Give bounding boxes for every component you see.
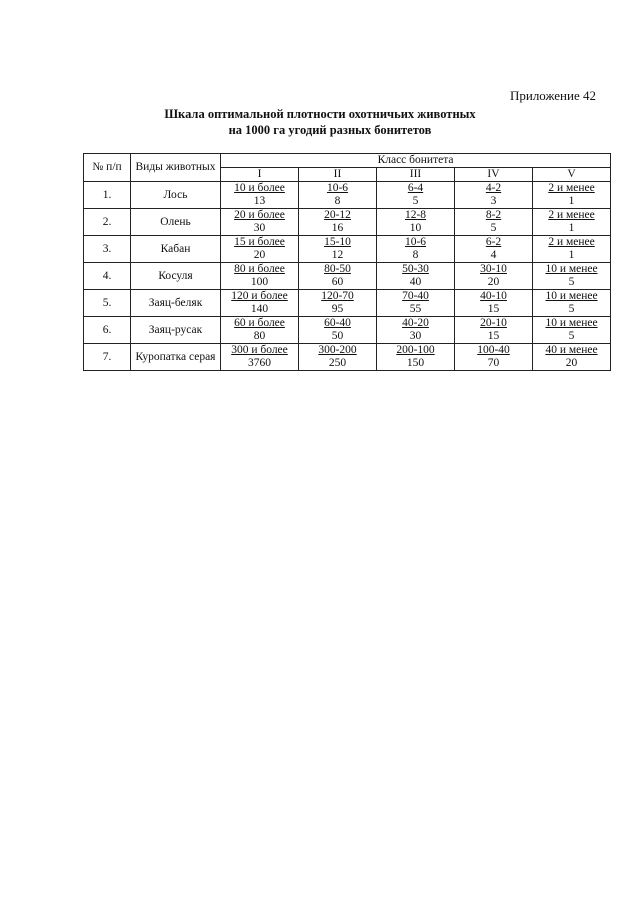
table-row xyxy=(84,317,611,344)
density-range: 15 и более xyxy=(234,236,285,248)
table-row xyxy=(84,290,611,317)
density-fraction xyxy=(327,182,348,208)
density-cell xyxy=(221,236,299,263)
table-row xyxy=(84,263,611,290)
class-header: III xyxy=(377,168,455,182)
density-fraction xyxy=(486,182,501,208)
density-value: 20 xyxy=(487,276,500,288)
density-cell xyxy=(533,344,611,371)
species-name: Кабан xyxy=(131,236,221,263)
density-fraction xyxy=(321,290,354,316)
species-name: Заяц-русак xyxy=(131,317,221,344)
density-value: 60 xyxy=(331,276,344,288)
species-name: Косуля xyxy=(131,263,221,290)
density-fraction xyxy=(486,209,501,235)
species-name: Заяц-беляк xyxy=(131,290,221,317)
density-fraction xyxy=(477,344,510,370)
density-cell xyxy=(533,236,611,263)
density-fraction xyxy=(324,236,351,262)
density-cell xyxy=(221,209,299,236)
density-scale-table xyxy=(83,153,611,371)
density-value: 3 xyxy=(490,195,497,207)
document-title xyxy=(0,106,640,138)
density-fraction xyxy=(324,209,351,235)
density-range: 4-2 xyxy=(485,182,502,194)
density-cell xyxy=(221,344,299,371)
density-value: 5 xyxy=(412,195,419,207)
density-range: 10 и менее xyxy=(545,290,598,302)
density-value: 13 xyxy=(253,195,266,207)
density-range: 50-30 xyxy=(402,263,429,275)
density-fraction xyxy=(402,317,429,343)
density-cell xyxy=(377,263,455,290)
density-cell xyxy=(533,317,611,344)
density-range: 20-10 xyxy=(480,317,507,329)
density-value: 5 xyxy=(568,276,575,288)
class-header: I xyxy=(221,168,299,182)
density-value: 20 xyxy=(565,357,578,369)
density-fraction xyxy=(545,290,597,316)
density-range: 80-50 xyxy=(324,263,351,275)
density-value: 1 xyxy=(568,249,575,261)
density-fraction xyxy=(234,182,285,208)
density-value: 8 xyxy=(412,249,419,261)
class-header: II xyxy=(299,168,377,182)
table-row xyxy=(84,182,611,209)
density-range: 60-40 xyxy=(324,317,351,329)
density-cell xyxy=(377,290,455,317)
class-header: V xyxy=(533,168,611,182)
density-range: 20-12 xyxy=(324,209,351,221)
density-cell xyxy=(377,344,455,371)
density-cell xyxy=(221,182,299,209)
density-value: 16 xyxy=(331,222,344,234)
density-cell xyxy=(299,182,377,209)
density-fraction xyxy=(318,344,356,370)
density-value: 150 xyxy=(406,357,425,369)
density-range: 60 и более xyxy=(234,317,285,329)
density-value: 40 xyxy=(409,276,422,288)
density-fraction xyxy=(545,263,597,289)
table-row xyxy=(84,236,611,263)
density-cell xyxy=(533,209,611,236)
species-name: Олень xyxy=(131,209,221,236)
header-row xyxy=(84,154,611,168)
density-cell xyxy=(221,263,299,290)
appendix-label: Приложение 42 xyxy=(509,88,596,103)
density-range: 8-2 xyxy=(485,209,502,221)
density-value: 3760 xyxy=(248,357,271,369)
density-range: 10 и более xyxy=(234,182,285,194)
density-cell xyxy=(299,263,377,290)
density-fraction xyxy=(234,209,285,235)
density-cell xyxy=(455,236,533,263)
density-fraction xyxy=(234,236,285,262)
density-cell xyxy=(377,182,455,209)
density-cell xyxy=(299,209,377,236)
row-number: 2. xyxy=(84,209,131,236)
density-fraction xyxy=(545,344,597,370)
density-fraction xyxy=(545,317,597,343)
row-number: 3. xyxy=(84,236,131,263)
density-range: 2 и менее xyxy=(548,209,595,221)
table-row xyxy=(84,209,611,236)
density-fraction xyxy=(396,344,434,370)
density-cell xyxy=(221,317,299,344)
density-range: 100-40 xyxy=(477,344,510,356)
row-number: 5. xyxy=(84,290,131,317)
density-cell xyxy=(455,317,533,344)
density-fraction xyxy=(480,263,507,289)
density-range: 10 и менее xyxy=(545,317,598,329)
density-cell xyxy=(377,209,455,236)
title-line-2: на 1000 га угодий разных бонитетов xyxy=(228,123,432,137)
row-number: 4. xyxy=(84,263,131,290)
density-fraction xyxy=(405,209,426,235)
density-fraction xyxy=(405,236,426,262)
density-fraction xyxy=(324,263,351,289)
density-range: 20 и более xyxy=(234,209,285,221)
density-cell xyxy=(533,290,611,317)
column-header-species: Виды животных xyxy=(131,154,221,182)
density-cell xyxy=(221,290,299,317)
density-value: 15 xyxy=(487,330,500,342)
density-range: 120-70 xyxy=(321,290,354,302)
density-range: 6-2 xyxy=(485,236,502,248)
title-line-1: Шкала оптимальной плотности охотничьих животных xyxy=(164,107,476,121)
density-range: 120 и более xyxy=(231,290,288,302)
class-header: IV xyxy=(455,168,533,182)
density-range: 12-8 xyxy=(404,209,427,221)
density-value: 10 xyxy=(409,222,422,234)
density-fraction xyxy=(480,290,507,316)
density-cell xyxy=(299,236,377,263)
density-value: 1 xyxy=(568,222,575,234)
density-value: 95 xyxy=(331,303,344,315)
row-number: 7. xyxy=(84,344,131,371)
density-cell xyxy=(533,263,611,290)
density-cell xyxy=(299,317,377,344)
density-value: 55 xyxy=(409,303,422,315)
density-cell xyxy=(377,317,455,344)
density-range: 15-10 xyxy=(324,236,351,248)
row-number: 6. xyxy=(84,317,131,344)
density-value: 20 xyxy=(253,249,266,261)
density-value: 5 xyxy=(568,303,575,315)
density-range: 10-6 xyxy=(326,182,349,194)
density-value: 1 xyxy=(568,195,575,207)
density-fraction xyxy=(402,263,429,289)
density-fraction xyxy=(234,263,285,289)
density-value: 8 xyxy=(334,195,341,207)
density-cell xyxy=(455,344,533,371)
density-value: 12 xyxy=(331,249,344,261)
density-range: 10-6 xyxy=(404,236,427,248)
density-cell xyxy=(455,209,533,236)
column-header-class: Класс бонитета xyxy=(221,154,611,168)
table-row xyxy=(84,344,611,371)
density-cell xyxy=(533,182,611,209)
density-cell xyxy=(299,344,377,371)
density-value: 5 xyxy=(490,222,497,234)
density-range: 2 и менее xyxy=(548,182,595,194)
column-header-number: № п/п xyxy=(84,154,131,182)
density-fraction xyxy=(548,182,594,208)
density-range: 40-10 xyxy=(480,290,507,302)
density-value: 5 xyxy=(568,330,575,342)
density-cell xyxy=(455,290,533,317)
species-name: Лось xyxy=(131,182,221,209)
density-range: 10 и менее xyxy=(545,263,598,275)
density-value: 4 xyxy=(490,249,497,261)
density-cell xyxy=(455,263,533,290)
density-value: 250 xyxy=(328,357,347,369)
density-range: 80 и более xyxy=(234,263,285,275)
density-fraction xyxy=(231,290,288,316)
density-value: 80 xyxy=(253,330,266,342)
density-value: 100 xyxy=(250,276,269,288)
density-range: 40 и менее xyxy=(545,344,598,356)
density-range: 30-10 xyxy=(480,263,507,275)
density-value: 30 xyxy=(253,222,266,234)
density-range: 70-40 xyxy=(402,290,429,302)
density-value: 140 xyxy=(250,303,269,315)
density-fraction xyxy=(231,344,288,370)
density-value: 30 xyxy=(409,330,422,342)
density-range: 300 и более xyxy=(231,344,288,356)
density-fraction xyxy=(324,317,351,343)
species-name: Куропатка серая xyxy=(131,344,221,371)
density-fraction xyxy=(486,236,501,262)
density-range: 200-100 xyxy=(396,344,435,356)
density-fraction xyxy=(402,290,429,316)
density-cell xyxy=(377,236,455,263)
density-cell xyxy=(299,290,377,317)
density-fraction xyxy=(234,317,285,343)
density-range: 2 и менее xyxy=(548,236,595,248)
density-range: 300-200 xyxy=(318,344,357,356)
density-range: 40-20 xyxy=(402,317,429,329)
density-cell xyxy=(455,182,533,209)
density-range: 6-4 xyxy=(407,182,424,194)
row-number: 1. xyxy=(84,182,131,209)
density-fraction xyxy=(548,236,594,262)
density-fraction xyxy=(408,182,423,208)
density-value: 15 xyxy=(487,303,500,315)
density-value: 70 xyxy=(487,357,500,369)
density-fraction xyxy=(548,209,594,235)
density-value: 50 xyxy=(331,330,344,342)
density-fraction xyxy=(480,317,507,343)
